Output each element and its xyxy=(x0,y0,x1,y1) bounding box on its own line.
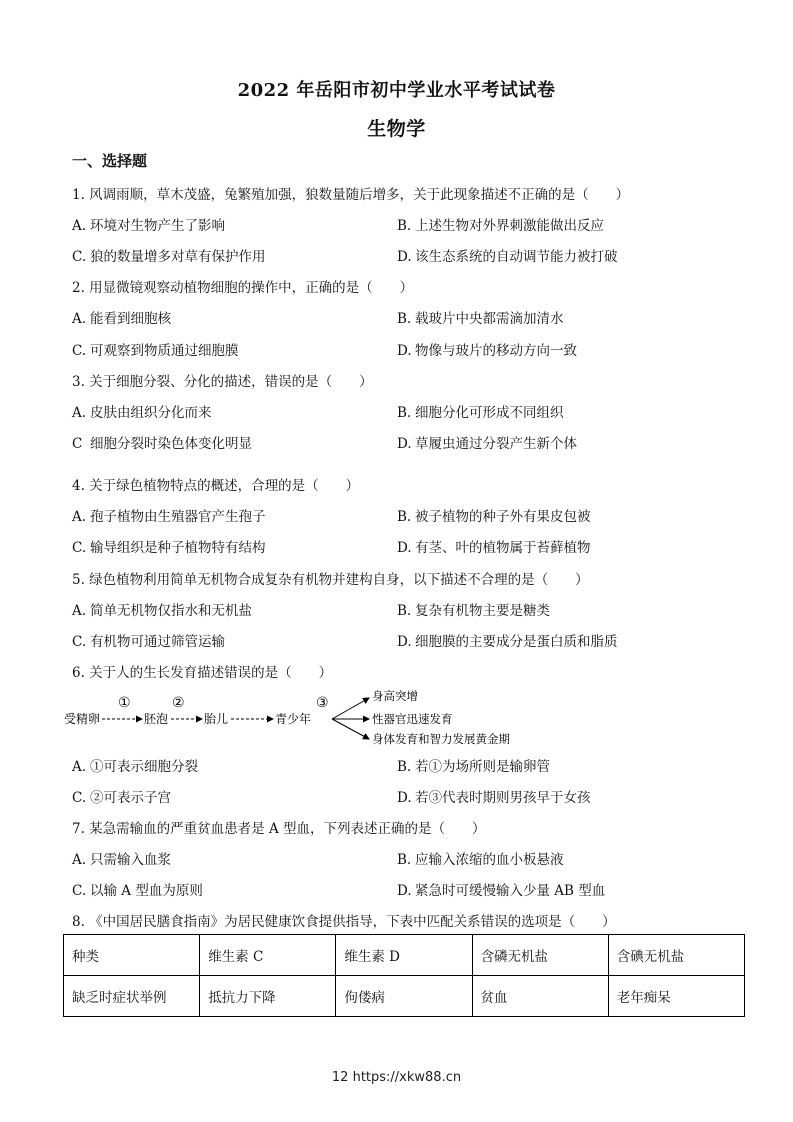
q5-option-b: B. 复杂有机物主要是糖类 xyxy=(397,603,550,619)
q7-option-c: C. 以输 A 型血为原则 xyxy=(72,883,203,899)
table-cell: 贫血 xyxy=(472,976,608,1017)
exam-title: 2022 年岳阳市初中学业水平考试试卷 xyxy=(237,80,556,101)
branch-arrow-3 xyxy=(332,719,369,739)
question-6-stem: 6. 关于人的生长发育描述错误的是（ ） xyxy=(72,665,333,681)
branch-label-1: 身高突增 xyxy=(372,690,418,703)
table-cell: 维生素 D xyxy=(336,935,472,976)
q4-option-d: D. 有茎、叶的植物属于苔藓植物 xyxy=(397,540,591,556)
marker-1: ① xyxy=(118,695,131,711)
question-7-stem: 7. 某急需输血的严重贫血患者是 A 型血，下列表述正确的是（ ） xyxy=(72,821,486,837)
table-cell: 含碘无机盐 xyxy=(608,935,744,976)
section-heading: 一、选择题 xyxy=(72,152,148,170)
q3-option-c: C 细胞分裂时染色体变化明显 xyxy=(72,436,252,452)
marker-2: ② xyxy=(172,695,185,711)
q7-option-b: B. 应输入浓缩的血小板悬液 xyxy=(397,852,564,868)
table-cell: 抵抗力下降 xyxy=(200,976,336,1017)
node-blastocyst: 胚泡 xyxy=(144,712,169,726)
table-cell: 维生素 C xyxy=(200,935,336,976)
q2-option-b: B. 载玻片中央都需滴加清水 xyxy=(397,311,564,327)
q3-option-a: A. 皮肤由组织分化而来 xyxy=(72,405,212,421)
q5-option-d: D. 细胞膜的主要成分是蛋白质和脂质 xyxy=(397,634,618,650)
q7-option-d: D. 紧急时可缓慢输入少量 AB 型血 xyxy=(397,883,606,899)
exam-subject: 生物学 xyxy=(367,118,426,140)
q4-option-c: C. 输导组织是种子植物特有结构 xyxy=(72,540,266,556)
q7-option-a: A. 只需输入血浆 xyxy=(72,852,171,868)
q1-option-b: B. 上述生物对外界刺激能做出反应 xyxy=(397,218,604,234)
q4-option-a: A. 孢子植物由生殖器官产生孢子 xyxy=(72,509,266,525)
q6-option-c: C. ②可表示子宫 xyxy=(72,790,171,806)
table-header-row xyxy=(64,935,745,976)
question-5-stem: 5. 绿色植物利用简单无机物合成复杂有机物并建构自身，以下描述不合理的是（ ） xyxy=(72,572,589,588)
q1-option-d: D. 该生态系统的自动调节能力被打破 xyxy=(397,249,618,265)
table-cell: 种类 xyxy=(64,935,200,976)
table-cell: 老年痴呆 xyxy=(608,976,744,1017)
q6-option-a: A. ①可表示细胞分裂 xyxy=(72,759,198,775)
q3-option-d: D. 草履虫通过分裂产生新个体 xyxy=(397,436,577,452)
q3-option-b: B. 细胞分化可形成不同组织 xyxy=(397,405,564,421)
page-footer: 12 https://xkw88.cn xyxy=(331,1070,462,1085)
q5-option-a: A. 简单无机物仅指水和无机盐 xyxy=(72,603,252,619)
branch-label-3: 身体发育和智力发展黄金期 xyxy=(372,732,510,746)
branch-arrow-1 xyxy=(332,698,369,719)
question-3-stem: 3. 关于细胞分裂、分化的描述，错误的是（ ） xyxy=(72,374,373,390)
nutrition-table xyxy=(63,934,745,1017)
growth-flow-diagram xyxy=(64,690,534,750)
table-row xyxy=(64,976,745,1017)
q4-option-b: B. 被子植物的种子外有果皮包被 xyxy=(397,509,591,525)
node-adolescent: 青少年 xyxy=(275,712,312,726)
question-8-stem: 8. 《中国居民膳食指南》为居民健康饮食提供指导，下表中匹配关系错误的选项是（ ） xyxy=(72,914,616,930)
marker-3: ③ xyxy=(316,695,329,711)
q2-option-d: D. 物像与玻片的移动方向一致 xyxy=(397,343,577,359)
table-cell: 佝偻病 xyxy=(336,976,472,1017)
q1-option-a: A. 环境对生物产生了影响 xyxy=(72,218,225,234)
table-cell: 含磷无机盐 xyxy=(472,935,608,976)
q2-option-a: A. 能看到细胞核 xyxy=(72,311,171,327)
branch-label-2: 性器官迅速发育 xyxy=(372,712,453,726)
question-1-stem: 1. 风调雨顺，草木茂盛，兔繁殖加强，狼数量随后增多，关于此现象描述不正确的是（ ） xyxy=(72,187,630,203)
q1-option-c: C. 狼的数量增多对草有保护作用 xyxy=(72,249,266,265)
question-4-stem: 4. 关于绿色植物特点的概述，合理的是（ ） xyxy=(72,478,360,494)
node-fetus: 胎儿 xyxy=(204,712,229,726)
q2-option-c: C. 可观察到物质通过细胞膜 xyxy=(72,343,239,359)
q5-option-c: C. 有机物可通过筛管运输 xyxy=(72,634,225,650)
question-2-stem: 2. 用显微镜观察动植物细胞的操作中，正确的是（ ） xyxy=(72,280,414,296)
q6-option-d: D. 若③代表时期则男孩早于女孩 xyxy=(397,790,591,806)
node-zygote: 受精卵 xyxy=(64,712,101,726)
table-cell: 缺乏时症状举例 xyxy=(64,976,200,1017)
q6-option-b: B. 若①为场所则是输卵管 xyxy=(397,759,550,775)
